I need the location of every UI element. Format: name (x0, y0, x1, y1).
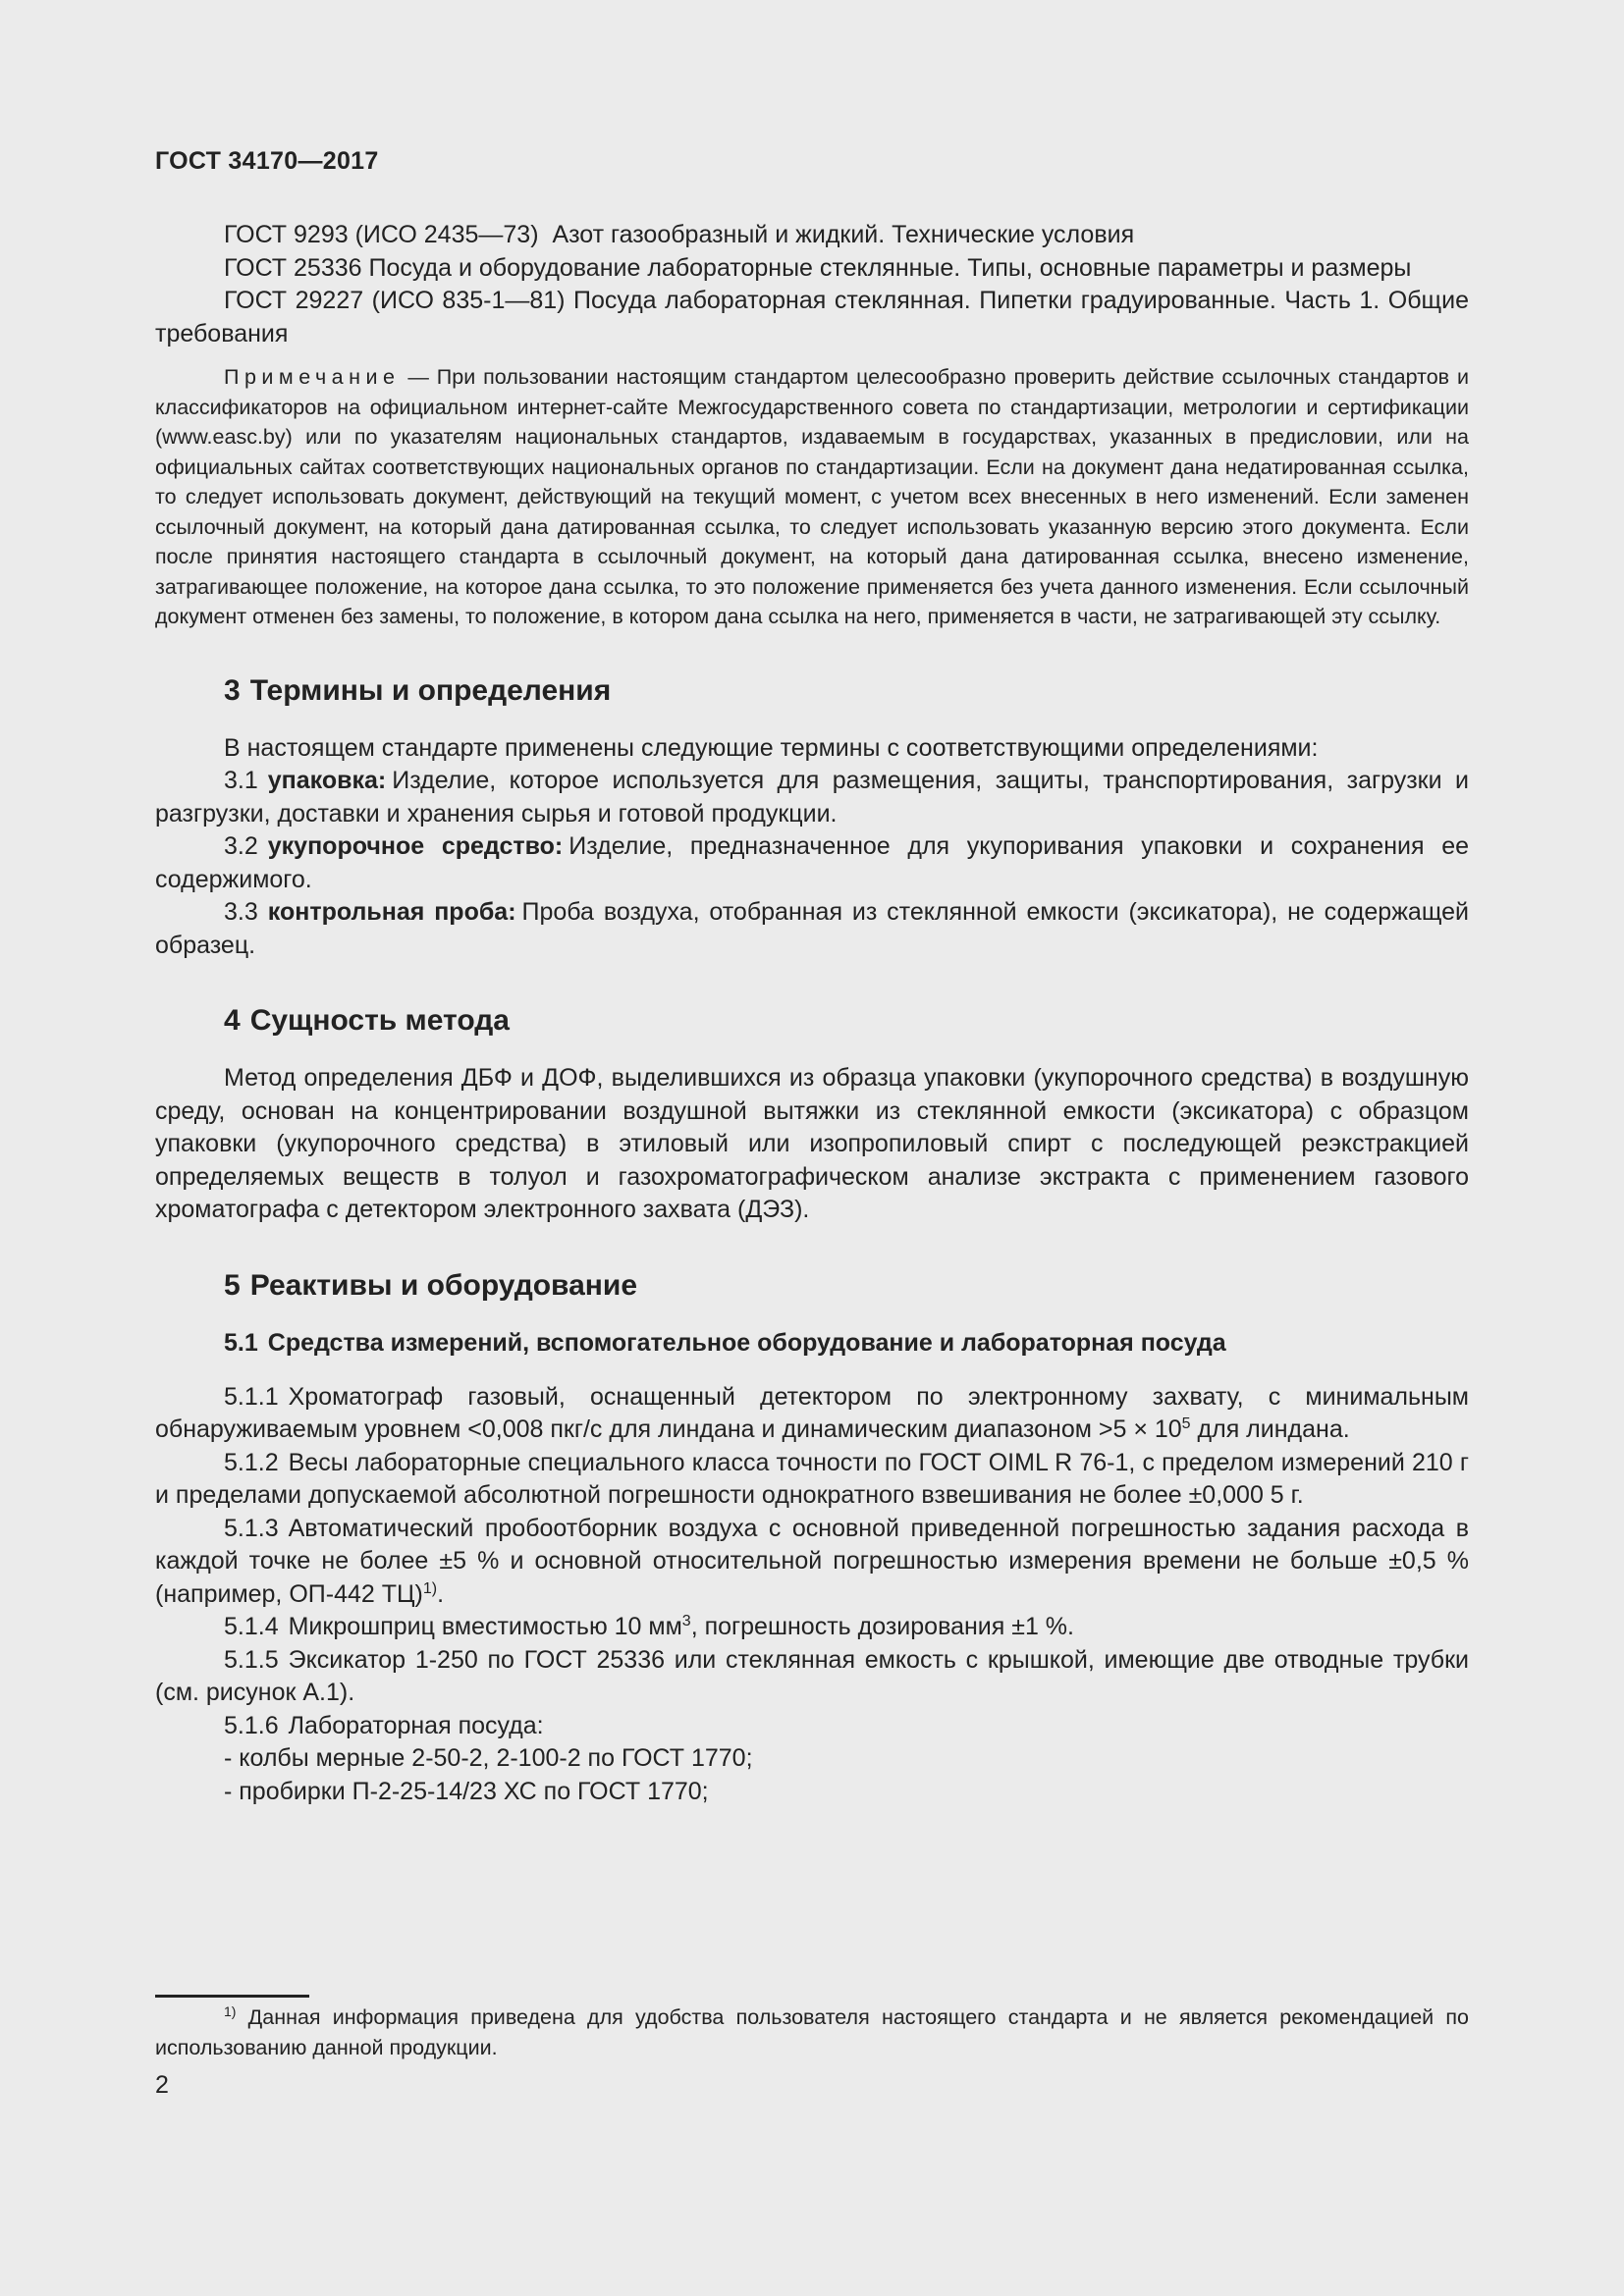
reference-item (155, 252, 1469, 286)
term-definition: Изделие, предназначенное для укупоривания упаковки и сохранения ее содержимого. (155, 832, 1469, 893)
item-text-end: . (437, 1579, 445, 1608)
section-title: Сущность метода (249, 1004, 510, 1037)
term-name: упаковка: (267, 767, 387, 794)
section-3-intro: В настоящем стандарте применены следующие термины с соответствующими определениями: (224, 733, 1319, 762)
section-number: 4 (224, 1004, 241, 1037)
section-3-heading (224, 673, 1469, 709)
footnote-mark: 1) (224, 2003, 237, 2019)
item-5-1-4 (155, 1611, 1469, 1644)
term-number: 3.2 (224, 832, 258, 860)
term-3-1 (155, 765, 1469, 830)
note-label: Примечание (224, 365, 401, 389)
item-text: Эксикатор 1-250 по ГОСТ 25336 или стеклянная емкость с крышкой, имеющие две отводные трубки (см. рисунок А.1). (155, 1645, 1469, 1706)
item-5-1-6 (155, 1710, 1469, 1743)
reference-code: ГОСТ 9293 (ИСО 2435—73) (224, 221, 539, 248)
reference-code: ГОСТ 29227 (ИСО 835-1—81) (224, 287, 566, 314)
note-paragraph (155, 362, 1469, 632)
reference-code: ГОСТ 25336 (224, 253, 362, 282)
section-5-heading (224, 1268, 1469, 1304)
item-text: Лабораторная посуда: (288, 1711, 544, 1739)
term-name: контрольная проба: (267, 898, 516, 926)
footnote-text: Данная информация приведена для удобства пользователя настоящего стандарта и не является рекомендацией по использованию данной продукции. (155, 2005, 1469, 2059)
section-4-text: Метод определения ДБФ и ДОФ, выделившихся из образца упаковки (укупорочного средства) в воздушную среду, основан на концентрировании воздушной вытяжки из стеклянной емкости (эксикатора) с образцом упаковки (укупорочного средства) в этиловый или изопропиловый спирт с последующей реэкстракцией определяемых веществ в толуол и газохроматографическом анализе экстракта с применением газового хроматографа с детектором электронного захвата (ДЭЗ). (155, 1064, 1469, 1223)
section-4-heading (224, 1003, 1469, 1039)
item-number: 5.1.6 (224, 1711, 279, 1739)
page-number: 2 (155, 2071, 169, 2099)
reference-item (155, 219, 1469, 252)
superscript: 5 (1181, 1415, 1191, 1432)
section-title: Реактивы и оборудование (249, 1268, 638, 1302)
document-header: ГОСТ 34170—2017 (155, 147, 379, 175)
section-title: Термины и определения (249, 673, 612, 707)
term-definition: Проба воздуха, отобранная из стеклянной емкости (эксикатора), не содержащей образец. (155, 898, 1469, 959)
item-number: 5.1.1 (224, 1382, 279, 1411)
document-page (155, 147, 1469, 1808)
footnote-divider (155, 1995, 309, 1998)
reference-title: Посуда лабораторная стеклянная. Пипетки градуированные. Часть 1. Общие требования (155, 287, 1469, 347)
term-name: укупорочное средство: (267, 832, 564, 860)
term-number: 3.1 (224, 767, 258, 794)
section-number: 3 (224, 673, 241, 707)
reference-title: Азот газообразный и жидкий. Технические условия (552, 221, 1135, 248)
term-number: 3.3 (224, 898, 258, 926)
item-number: 5.1.3 (224, 1514, 279, 1542)
item-5-1-2 (155, 1447, 1469, 1513)
term-definition: Изделие, которое используется для размещения, защиты, транспортирования, загрузки и разгрузки, доставки и хранения сырья и готовой продукции. (155, 767, 1469, 828)
item-text: Весы лабораторные специального класса точности по ГОСТ OIML R 76-1, с пределом измерений 210 г и пределами допускаемой абсолютной погрешности однократного взвешивания не более ±0,000 5 г. (155, 1448, 1469, 1509)
term-3-2 (155, 830, 1469, 896)
item-text-end: , погрешность дозирования ±1 %. (690, 1613, 1074, 1640)
section-number: 5 (224, 1268, 241, 1302)
subsection-number: 5.1 (224, 1328, 258, 1357)
superscript: 3 (681, 1613, 691, 1629)
list-item: - пробирки П-2-25-14/23 ХС по ГОСТ 1770; (224, 1777, 709, 1805)
item-5-1-1 (155, 1381, 1469, 1447)
item-text-end: для линдана. (1190, 1415, 1350, 1443)
reference-item (155, 285, 1469, 350)
item-number: 5.1.4 (224, 1613, 279, 1640)
item-text: Автоматический пробоотборник воздуха с основной приведенной погрешностью задания расхода в каждой точке не более ±5 % и основной относительной погрешностью измерения времени не больше ±0,5 % (например, ОП-442 ТЦ) (155, 1514, 1469, 1608)
item-5-1-3 (155, 1513, 1469, 1612)
subsection-title: Средства измерений, вспомогательное оборудование и лабораторная посуда (267, 1328, 1226, 1357)
item-5-1-5 (155, 1644, 1469, 1710)
term-3-3 (155, 896, 1469, 962)
list-item: - колбы мерные 2-50-2, 2-100-2 по ГОСТ 1770; (224, 1744, 753, 1772)
item-text: Хроматограф газовый, оснащенный детектором по электронному захвату, с минимальным обнаруживаемым уровнем <0,008 пкг/с для линдана и динамическим диапазоном >5 × 10 (155, 1382, 1469, 1443)
footnote-reference[interactable]: 1) (422, 1579, 438, 1597)
item-number: 5.1.5 (224, 1645, 279, 1674)
note-text: — При пользовании настоящим стандартом целесообразно проверить действие ссылочных стандартов и классификаторов на официальном интернет-сайте Межгосударственного совета по стандартизации, метрологии и сертификации (www.easc.by) или по указателям национальных стандартов, издаваемым в государствах, указанных в предисловии, или на официальных сайтах соответствующих национальных органов по стандартизации. Если на документ дана недатированная ссылка, то следует использовать документ, действующий на текущий момент, с учетом всех внесенных в него изменений. Если заменен ссылочный документ, на который дана датированная ссылка, то следует использовать указанную версию этого документа. Если после принятия настоящего стандарта в ссылочный документ, на который дана датированная ссылка, внесено изменение, затрагивающее положение, на которое дана ссылка, то это положение применяется без учета данного изменения. Если ссылочный документ отменен без замены, то положение, в котором дана ссылка на него, применяется в части, не затрагивающей эту ссылку. (155, 365, 1469, 628)
item-text: Микрошприц вместимостью 10 мм (288, 1613, 682, 1640)
item-number: 5.1.2 (224, 1448, 279, 1476)
subsection-5-1-heading (224, 1327, 1469, 1360)
reference-title: Посуда и оборудование лабораторные стеклянные. Типы, основные параметры и размеры (368, 253, 1412, 282)
footnote (155, 2002, 1469, 2062)
